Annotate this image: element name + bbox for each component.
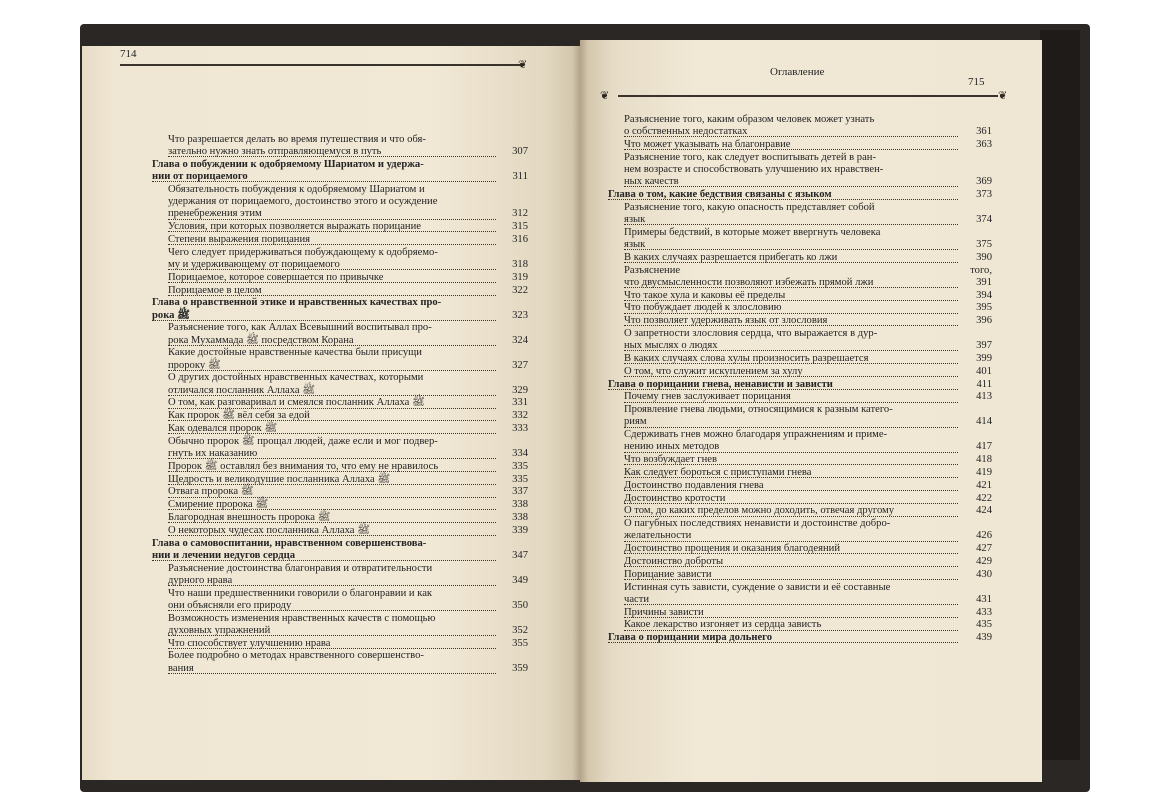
toc-page-number: 433 bbox=[976, 606, 992, 618]
dot-leader bbox=[168, 244, 496, 245]
toc-entry-title: Отвага пророка ﷺ bbox=[168, 486, 254, 498]
toc-page-number: 312 bbox=[512, 208, 528, 220]
toc-page-number: 422 bbox=[976, 492, 992, 504]
dot-leader bbox=[168, 219, 496, 220]
toc-entry-title: Что побуждает людей к злословию bbox=[624, 302, 782, 314]
dot-leader bbox=[624, 363, 958, 364]
running-head: Оглавление bbox=[770, 66, 825, 78]
toc-entry bbox=[624, 493, 992, 505]
toc-entry-title: Условия, при которых позволяется выражать порицание bbox=[168, 221, 421, 233]
dot-leader bbox=[624, 477, 958, 478]
toc-entry-title: Разъяснение того, какую опасность представляет собой язык bbox=[624, 201, 875, 225]
right-ornament-right-icon: ❦ bbox=[998, 90, 1008, 102]
toc-entry-title: Как следует бороться с приступами гнева bbox=[624, 467, 812, 478]
toc-entry-title: Какое лекарство изгоняет из сердца зависть bbox=[624, 619, 822, 631]
dot-leader bbox=[168, 345, 496, 346]
dot-leader bbox=[168, 648, 496, 649]
dot-leader bbox=[168, 420, 496, 421]
toc-entry-title: О некоторых чудесах посланника Аллаха ﷺ bbox=[168, 524, 370, 536]
toc-page-number: 421 bbox=[976, 479, 992, 491]
toc-entry bbox=[624, 328, 992, 352]
toc-entry-title: Сдерживать гнев можно благодаря упражнениям и приме- нению иных методов bbox=[624, 429, 888, 453]
toc-entry bbox=[168, 322, 528, 346]
toc-page-number: 332 bbox=[512, 410, 528, 422]
toc-entry-title: Что возбуждает гнев bbox=[624, 454, 717, 466]
toc-entry-title: Чего следует придерживаться побуждающему к одобряемо- му и удерживающему от порицаемого bbox=[168, 246, 438, 270]
toc-page-number: 375 bbox=[976, 238, 992, 250]
toc-entry bbox=[168, 486, 528, 498]
dot-leader bbox=[168, 509, 496, 510]
toc-entry-title: Глава о том, какие бедствия связаны с языком bbox=[608, 189, 832, 200]
toc-entry-title: Порицание зависти bbox=[624, 568, 712, 580]
toc-page-number: 315 bbox=[512, 221, 528, 233]
dot-leader bbox=[168, 433, 496, 434]
toc-entry-title: Что разрешается делать во время путешествия и что обя- зательно нужно знать отправляющемуся в путь bbox=[168, 134, 426, 158]
toc-entry bbox=[624, 302, 992, 314]
toc-entry bbox=[168, 184, 528, 221]
toc-entry-title: Щедрость и великодушие посланника Аллаха ﷺ bbox=[168, 473, 391, 485]
toc-entry bbox=[624, 227, 992, 251]
dot-leader bbox=[624, 541, 958, 542]
toc-entry-title: О том, что служит искуплением за хулу bbox=[624, 365, 803, 377]
toc-entry bbox=[168, 410, 528, 422]
dot-leader bbox=[624, 136, 958, 137]
toc-entry bbox=[168, 588, 528, 612]
dot-leader bbox=[608, 389, 958, 390]
toc-entry bbox=[624, 429, 992, 453]
toc-page-number: 418 bbox=[976, 454, 992, 466]
dot-leader bbox=[624, 287, 958, 288]
right-ornament-left-icon: ❦ bbox=[600, 90, 610, 102]
toc-page-number: 338 bbox=[512, 511, 528, 523]
toc-page-number: 338 bbox=[512, 499, 528, 511]
dot-leader bbox=[168, 370, 496, 371]
toc-page-number: 396 bbox=[976, 315, 992, 327]
toc-page-number: 350 bbox=[512, 599, 528, 611]
toc-page-number: 414 bbox=[976, 416, 992, 428]
toc-entry bbox=[624, 252, 992, 264]
toc-entry-title: О пагубных последствиях ненависти и достоинстве добро- желательности bbox=[624, 518, 891, 542]
toc-page-number: 394 bbox=[976, 289, 992, 301]
toc-page-number: 333 bbox=[512, 422, 528, 434]
toc-entry-title: В каких случаях разрешается прибегать ко лжи bbox=[624, 251, 838, 263]
toc-entry bbox=[168, 638, 528, 650]
toc-entry-title: Возможность изменения нравственных качеств с помощью духовных упражнений bbox=[168, 612, 436, 636]
toc-page-number: 322 bbox=[512, 284, 528, 296]
dot-leader bbox=[624, 604, 958, 605]
toc-entry-title: Разъяснение что двусмысленности позволяют избежать прямой лжи bbox=[624, 264, 874, 288]
dot-leader bbox=[624, 402, 958, 403]
toc-page-number: 324 bbox=[512, 334, 528, 346]
toc-entry bbox=[168, 423, 528, 435]
toc-entry-title: Разъяснение достоинства благонравия и отвратительности дурного нрава bbox=[168, 562, 433, 586]
dot-leader bbox=[624, 630, 958, 631]
toc-entry bbox=[624, 569, 992, 581]
toc-entry-title: Как пророк ﷺ вёл себя за едой bbox=[168, 410, 310, 422]
toc-entry bbox=[624, 315, 992, 327]
toc-entry-title: Глава о порицании мира дольнего bbox=[608, 632, 773, 644]
dot-leader bbox=[168, 269, 496, 270]
toc-entry bbox=[168, 221, 528, 233]
dot-leader bbox=[168, 471, 496, 472]
dot-leader bbox=[624, 149, 958, 150]
toc-page-number: 363 bbox=[976, 138, 992, 150]
toc-entry-title: Что позволяет удерживать язык от злословия bbox=[624, 315, 828, 327]
dot-leader bbox=[624, 464, 958, 465]
toc-chapter-entry bbox=[608, 189, 992, 201]
toc-entry-title: Достоинство кротости bbox=[624, 492, 726, 504]
dot-leader bbox=[624, 325, 958, 326]
toc-entry-title: Разъяснение того, как Аллах Всевышний воспитывал про- рока Мухаммада ﷺ посредством Корана bbox=[168, 322, 432, 346]
toc-entry bbox=[168, 461, 528, 473]
toc-page-number: 339 bbox=[512, 524, 528, 536]
toc-entry bbox=[624, 582, 992, 606]
toc-page-number: 311 bbox=[512, 171, 528, 183]
dot-leader bbox=[624, 313, 958, 314]
toc-entry bbox=[624, 152, 992, 189]
toc-entry-title: О других достойных нравственных качествах, которыми отличался посланник Аллаха ﷺ bbox=[168, 372, 424, 396]
dot-leader bbox=[168, 535, 496, 536]
dot-leader bbox=[608, 642, 958, 643]
toc-entry-title: Достоинство подавления гнева bbox=[624, 479, 764, 491]
toc-chapter-entry bbox=[152, 297, 528, 321]
toc-page-number: 399 bbox=[976, 352, 992, 364]
toc-entry-title: Что способствует улучшению нрава bbox=[168, 637, 331, 649]
toc-entry bbox=[624, 619, 992, 631]
toc-entry bbox=[168, 525, 528, 537]
toc-page-number: 390 bbox=[976, 251, 992, 263]
dot-leader bbox=[168, 282, 496, 283]
toc-page-number: 335 bbox=[512, 460, 528, 472]
toc-entry bbox=[168, 563, 528, 587]
dot-leader bbox=[624, 617, 958, 618]
toc-entry bbox=[168, 134, 528, 158]
dot-leader bbox=[168, 408, 496, 409]
toc-entry-title: Глава о порицании гнева, ненависти и зависти bbox=[608, 378, 833, 390]
toc-entry-title: Проявление гнева людьми, относящимися к разным катего- риям bbox=[624, 404, 893, 428]
toc-page-number: 427 bbox=[976, 543, 992, 555]
toc-chapter-entry bbox=[152, 159, 528, 183]
dot-leader bbox=[624, 490, 958, 491]
toc-page-number: 323 bbox=[512, 309, 528, 321]
dot-leader bbox=[624, 452, 958, 453]
dot-leader bbox=[624, 224, 958, 225]
toc-entry-title: О том, как разговаривал и смеялся посланник Аллаха ﷺ bbox=[168, 397, 425, 409]
toc-page-number: 352 bbox=[512, 624, 528, 636]
dot-leader bbox=[624, 300, 958, 301]
toc-entry-title: Глава о самовоспитании, нравственном совершенствова- нии и лечении недугов сердца bbox=[152, 537, 427, 561]
dot-leader bbox=[168, 156, 496, 157]
toc-entry bbox=[168, 474, 528, 486]
dot-leader bbox=[168, 458, 496, 459]
toc-page-number: 435 bbox=[976, 619, 992, 631]
dot-leader bbox=[168, 295, 496, 296]
toc-entry bbox=[624, 454, 992, 466]
toc-entry-title: Почему гнев заслуживает порицания bbox=[624, 391, 791, 403]
toc-entry bbox=[624, 353, 992, 365]
toc-entry-title: Достоинство прощения и оказания благодеяний bbox=[624, 543, 841, 555]
dot-leader bbox=[168, 231, 496, 232]
toc-page-number: 373 bbox=[976, 188, 992, 200]
toc-entry bbox=[168, 436, 528, 460]
dot-leader bbox=[624, 262, 958, 263]
toc-entry bbox=[168, 347, 528, 371]
toc-page-number: 430 bbox=[976, 568, 992, 580]
toc-page-number: 397 bbox=[976, 340, 992, 352]
toc-page-number: 327 bbox=[512, 359, 528, 371]
toc-entry bbox=[168, 247, 528, 271]
toc-entry bbox=[624, 467, 992, 479]
toc-page-number: 349 bbox=[512, 574, 528, 586]
dot-leader bbox=[168, 484, 496, 485]
book-gutter bbox=[572, 40, 588, 782]
toc-entry bbox=[168, 650, 528, 674]
dot-leader bbox=[624, 186, 958, 187]
toc-entry bbox=[624, 543, 992, 555]
toc-page-number: 417 bbox=[976, 441, 992, 453]
dot-leader bbox=[168, 673, 496, 674]
dot-leader bbox=[168, 522, 496, 523]
toc-entry bbox=[168, 285, 528, 297]
dot-leader bbox=[624, 249, 958, 250]
dot-leader bbox=[168, 635, 496, 636]
toc-entry bbox=[624, 480, 992, 492]
toc-entry bbox=[624, 518, 992, 542]
toc-page-number: 337 bbox=[512, 486, 528, 498]
toc-entry-title: Порицаемое в целом bbox=[168, 284, 262, 296]
toc-entry bbox=[168, 272, 528, 284]
toc-page-number: 413 bbox=[976, 391, 992, 403]
toc-page-number: 316 bbox=[512, 233, 528, 245]
toc-entry-title: Разъяснение того, каким образом человек может узнать о собственных недостатках bbox=[624, 114, 875, 138]
toc-page-number: 431 bbox=[976, 593, 992, 605]
right-page-number: 715 bbox=[968, 76, 985, 88]
dot-leader bbox=[168, 497, 496, 498]
toc-entry-title: Порицаемое, которое совершается по привычке bbox=[168, 271, 384, 283]
dot-leader bbox=[624, 376, 958, 377]
toc-entry-title: Глава о нравственной этике и нравственных качествах про- рока ﷺ bbox=[152, 297, 442, 321]
dot-leader bbox=[624, 553, 958, 554]
toc-entry bbox=[624, 366, 992, 378]
toc-page-number: 429 bbox=[976, 555, 992, 567]
dot-leader bbox=[624, 566, 958, 567]
toc-entry bbox=[624, 556, 992, 568]
toc-entry-title: Обычно пророк ﷺ прощал людей, даже если и мог подвер- гнуть их наказанию bbox=[168, 435, 438, 459]
toc-page-number: 347 bbox=[512, 549, 528, 561]
toc-entry-title: Что такое хула и каковы её пределы bbox=[624, 289, 786, 301]
toc-entry-title: Как одевался пророк ﷺ bbox=[168, 423, 278, 434]
dot-leader bbox=[608, 199, 958, 200]
toc-page-number: того, 391 bbox=[970, 264, 992, 288]
toc-entry-title: Пророк ﷺ оставлял без внимания то, что ему не нравилось bbox=[168, 460, 439, 472]
dot-leader bbox=[152, 181, 496, 182]
book-edge bbox=[1040, 30, 1080, 760]
toc-page-number: 335 bbox=[512, 473, 528, 485]
toc-chapter-entry bbox=[152, 538, 528, 562]
toc-entry-title: Достоинство доброты bbox=[624, 556, 724, 567]
toc-entry bbox=[624, 505, 992, 517]
toc-entry-title: Смирение пророка ﷺ bbox=[168, 499, 269, 511]
toc-entry-title: Что может указывать на благонравие bbox=[624, 139, 791, 150]
toc-entry-title: О запретности злословия сердца, что выражается в дур- ных мыслях о людях bbox=[624, 328, 878, 352]
toc-entry bbox=[168, 397, 528, 409]
toc-entry-title: Примеры бедствий, в которые может ввергнуть человека язык bbox=[624, 226, 881, 250]
toc-page-number: 331 bbox=[512, 397, 528, 409]
toc-page-number: 319 bbox=[512, 271, 528, 283]
toc-entry bbox=[168, 613, 528, 637]
toc-page-number: 395 bbox=[976, 302, 992, 314]
toc-page-number: 426 bbox=[976, 530, 992, 542]
toc-entry-title: Что наши предшественники говорили о благонравии и как они объясняли его природу bbox=[168, 587, 433, 611]
toc-entry-title: В каких случаях слова хулы произносить разрешается bbox=[624, 353, 869, 364]
dot-leader bbox=[168, 610, 496, 611]
dot-leader bbox=[168, 585, 496, 586]
toc-entry-title: Истинная суть зависти, суждение о зависти и её составные части bbox=[624, 581, 891, 605]
dot-leader bbox=[152, 560, 496, 561]
toc-page-number: 334 bbox=[512, 447, 528, 459]
toc-entry bbox=[168, 234, 528, 246]
right-header-rule bbox=[618, 95, 998, 97]
toc-page-number: 401 bbox=[976, 365, 992, 377]
toc-page-number: 439 bbox=[976, 632, 992, 644]
toc-page-number: 329 bbox=[512, 384, 528, 396]
dot-leader bbox=[624, 516, 958, 517]
left-ornament-icon: ❦ bbox=[518, 59, 528, 71]
toc-page-number: 359 bbox=[512, 662, 528, 674]
toc-page-number: 361 bbox=[976, 126, 992, 138]
toc-entry bbox=[624, 607, 992, 619]
toc-page-number: 307 bbox=[512, 146, 528, 158]
toc-page-number: 318 bbox=[512, 258, 528, 270]
toc-entry bbox=[624, 404, 992, 428]
dot-leader bbox=[152, 320, 496, 321]
toc-entry-title: Какие достойные нравственные качества были присущи пророку ﷺ bbox=[168, 347, 422, 371]
toc-entry bbox=[624, 114, 992, 138]
toc-page-number: 424 bbox=[976, 505, 992, 517]
dot-leader bbox=[624, 503, 958, 504]
toc-entry-title: Обязательность побуждения к одобряемому Шариатом и удержания от порицаемого, достоинство этого и осуждение пренебрежения этим bbox=[168, 184, 438, 220]
toc-entry bbox=[168, 512, 528, 524]
toc-entry-title: Причины зависти bbox=[624, 606, 704, 618]
dot-leader bbox=[168, 395, 496, 396]
toc-page-number: 411 bbox=[976, 378, 992, 390]
toc-entry-title: Более подробно о методах нравственного совершенство- вания bbox=[168, 650, 424, 674]
left-header-rule bbox=[120, 64, 522, 66]
toc-entry bbox=[624, 391, 992, 403]
left-page-number: 714 bbox=[120, 48, 137, 60]
toc-entry bbox=[624, 139, 992, 151]
toc-entry-title: Глава о побуждении к одобряемому Шариатом и удержа- нии от порицаемого bbox=[152, 159, 424, 183]
toc-chapter-entry bbox=[608, 632, 992, 644]
toc-entry-title: О том, до каких пределов можно доходить, отвечая другому bbox=[624, 505, 895, 517]
dot-leader bbox=[624, 427, 958, 428]
toc-entry bbox=[168, 499, 528, 511]
dot-leader bbox=[624, 579, 958, 580]
toc-entry-title: Благородная внешность пророка ﷺ bbox=[168, 512, 331, 523]
toc-entry-title: Степени выражения порицания bbox=[168, 234, 310, 245]
toc-entry bbox=[168, 372, 528, 396]
toc-chapter-entry bbox=[608, 379, 992, 391]
toc-page-number: 369 bbox=[976, 176, 992, 188]
toc-entry bbox=[624, 290, 992, 302]
toc-page-number: 355 bbox=[512, 637, 528, 649]
toc-page-number: 419 bbox=[976, 466, 992, 478]
dot-leader bbox=[624, 350, 958, 351]
toc-entry bbox=[624, 265, 992, 289]
toc-entry bbox=[624, 202, 992, 226]
toc-page-number: 374 bbox=[976, 213, 992, 225]
toc-entry-title: Разъяснение того, как следует воспитывать детей в ран- нем возрасте и способствовать улучшению их нравствен- ных качеств bbox=[624, 151, 884, 188]
